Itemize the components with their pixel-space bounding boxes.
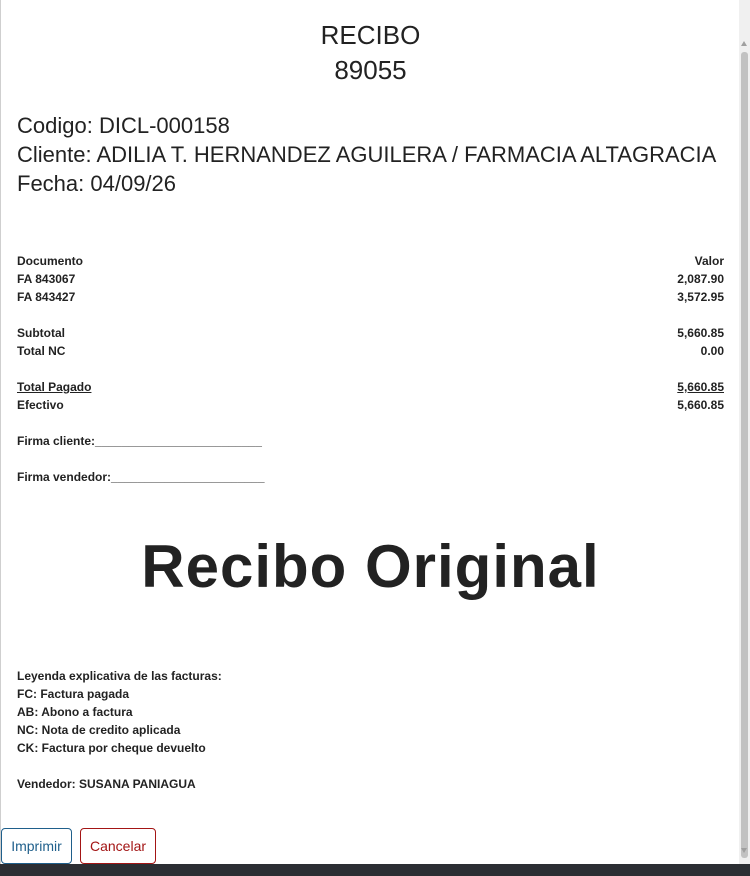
scroll-down-arrow-icon[interactable]: [741, 848, 747, 853]
column-header-valor: Valor: [694, 254, 724, 268]
cash-value: 5,660.85: [677, 398, 724, 412]
vendor-line: Vendedor: SUSANA PANIAGUA: [17, 777, 196, 791]
subtotal-row: [17, 324, 724, 342]
print-button[interactable]: Imprimir: [1, 828, 72, 864]
table-row: [17, 288, 724, 306]
cancel-button[interactable]: Cancelar: [80, 828, 156, 864]
cliente-line: Cliente: ADILIA T. HERNANDEZ AGUILERA / FARMACIA ALTAGRACIA: [17, 142, 717, 167]
subtotal-value: 5,660.85: [677, 326, 724, 340]
column-header-documento: Documento: [17, 254, 83, 268]
codigo-line: Codigo: DICL-000158: [17, 113, 230, 138]
legend-item: NC: Nota de credito aplicada: [17, 723, 181, 737]
taskbar: [0, 864, 750, 876]
client-signature-line: Firma cliente:_________________________: [17, 434, 262, 448]
cash-row: [17, 396, 724, 414]
receipt-header-info: [17, 111, 717, 198]
table-header: [17, 252, 724, 270]
scrollbar-thumb[interactable]: [741, 52, 748, 858]
total-nc-row: [17, 342, 724, 360]
subtotal-label: Subtotal: [17, 326, 65, 340]
total-paid-label: Total Pagado: [17, 380, 92, 394]
value-cell: 3,572.95: [677, 290, 724, 304]
seller-signature-line: Firma vendedor:_______________________: [17, 470, 265, 484]
original-receipt-watermark: Recibo Original: [141, 533, 600, 600]
legend-item: AB: Abono a factura: [17, 705, 133, 719]
receipt-title: RECIBO: [320, 20, 421, 50]
receipt-number: 89055: [334, 55, 407, 85]
scroll-up-arrow-icon[interactable]: [741, 41, 747, 46]
table-row: [17, 270, 724, 288]
value-cell: 2,087.90: [677, 272, 724, 286]
fecha-line: Fecha: 04/09/26: [17, 171, 177, 196]
legend-item: CK: Factura por cheque devuelto: [17, 741, 206, 755]
total-nc-label: Total NC: [17, 344, 66, 358]
document-cell: FA 843427: [17, 290, 76, 304]
total-paid-value: 5,660.85: [677, 380, 724, 394]
legend-item: FC: Factura pagada: [17, 687, 130, 701]
legend-title: Leyenda explicativa de las facturas:: [17, 669, 222, 683]
total-paid-row: [17, 378, 724, 396]
cash-label: Efectivo: [17, 398, 64, 412]
document-cell: FA 843067: [17, 272, 76, 286]
total-nc-value: 0.00: [700, 344, 724, 358]
